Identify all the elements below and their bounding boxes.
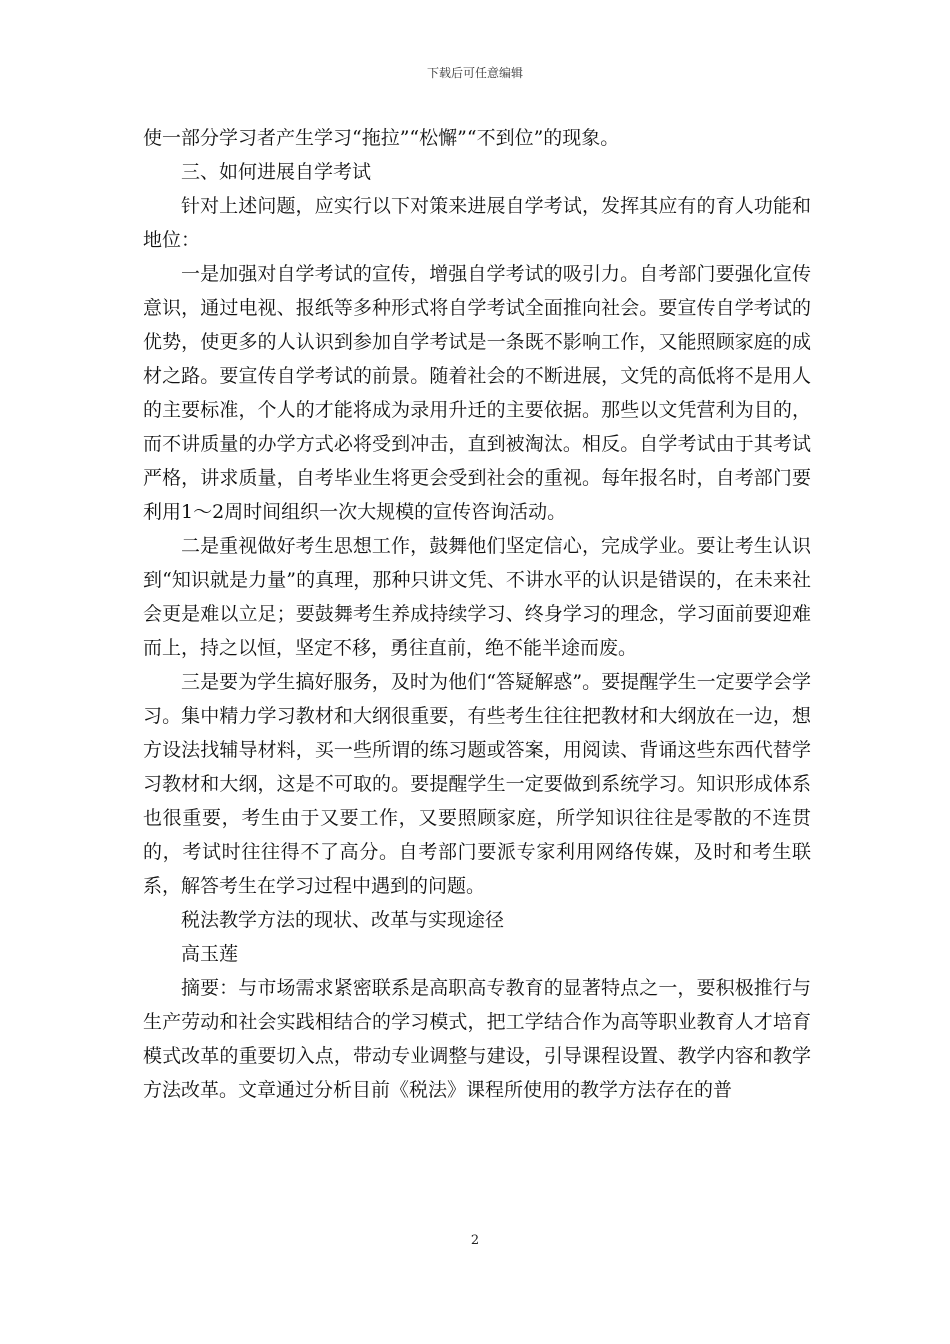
paragraph-point-one: 一是加强对自学考试的宣传，增强自学考试的吸引力。自考部门要强化宣传意识，通过电视、报纸等多种形式将自学考试全面推向社会。要宣传自学考试的优势，使更多的人认识到参加自学考试是一条既不影响工作，又能照顾家庭的成材之路。要宣传自学考试的前景。随着社会的不断进展，文凭的高低将不是用人的主要标准，个人的才能将成为录用升迁的主要依据。那些以文凭营利为目的，而不讲质量的办学方式必将受到冲击，直到被淘汰。相反。自学考试由于其考试严格，讲求质量，自考毕业生将更会受到社会的重视。每年报名时，自考部门要利用1～2周时间组织一次大规模的宣传咨询活动。 [143,263,811,523]
article-abstract: 摘要：与市场需求紧密联系是高职高专教育的显著特点之一，要积极推行与生产劳动和社会实践相结合的学习模式，把工学结合作为高等职业教育人才培育模式改革的重要切入点，带动专业调整与建设，引导课程设置、教学内容和教学方法改革。文章通过分析目前《税法》课程所使用的教学方法存在的普 [143,977,811,1101]
paragraph-continuation: 使一部分学习者产生学习“拖拉”“松懈”“不到位”的现象。 [143,127,620,149]
paragraph-intro: 针对上述问题，应实行以下对策来进展自学考试，发挥其应有的育人功能和地位： [143,195,811,251]
page-header: 下载后可任意编辑 [426,66,523,80]
paragraph-point-three: 三是要为学生搞好服务，及时为他们“答疑解惑”。要提醒学生一定要学会学习。集中精力学习教材和大纲很重要，有些考生往往把教材和大纲放在一边，想方设法找辅导材料，买一些所谓的练习题或答案，用阅读、背诵这些东西代替学习教材和大纲，这是不可取的。要提醒学生一定要做到系统学习。知识形成体系也很重要，考生由于又要工作，又要照顾家庭，所学知识往往是零散的不连贯的，考试时往往得不了高分。自考部门要派专家利用网络传媒，及时和考生联系，解答考生在学习过程中遇到的问题。 [143,671,811,897]
paragraph-point-two: 二是重视做好考生思想工作，鼓舞他们坚定信心，完成学业。要让考生认识到“知识就是力量”的真理，那种只讲文凭、不讲水平的认识是错误的，在未来社会更是难以立足；要鼓舞考生养成持续学习、终身学习的理念，学习面前要迎难而上，持之以恒，坚定不移，勇往直前，绝不能半途而废。 [143,535,811,659]
article-title: 税法教学方法的现状、改革与实现途径 [181,909,505,931]
article-author: 高玉莲 [181,943,239,965]
section-heading: 三、如何进展自学考试 [181,161,372,183]
document-body [143,121,811,1107]
page-number: 2 [470,1233,480,1248]
